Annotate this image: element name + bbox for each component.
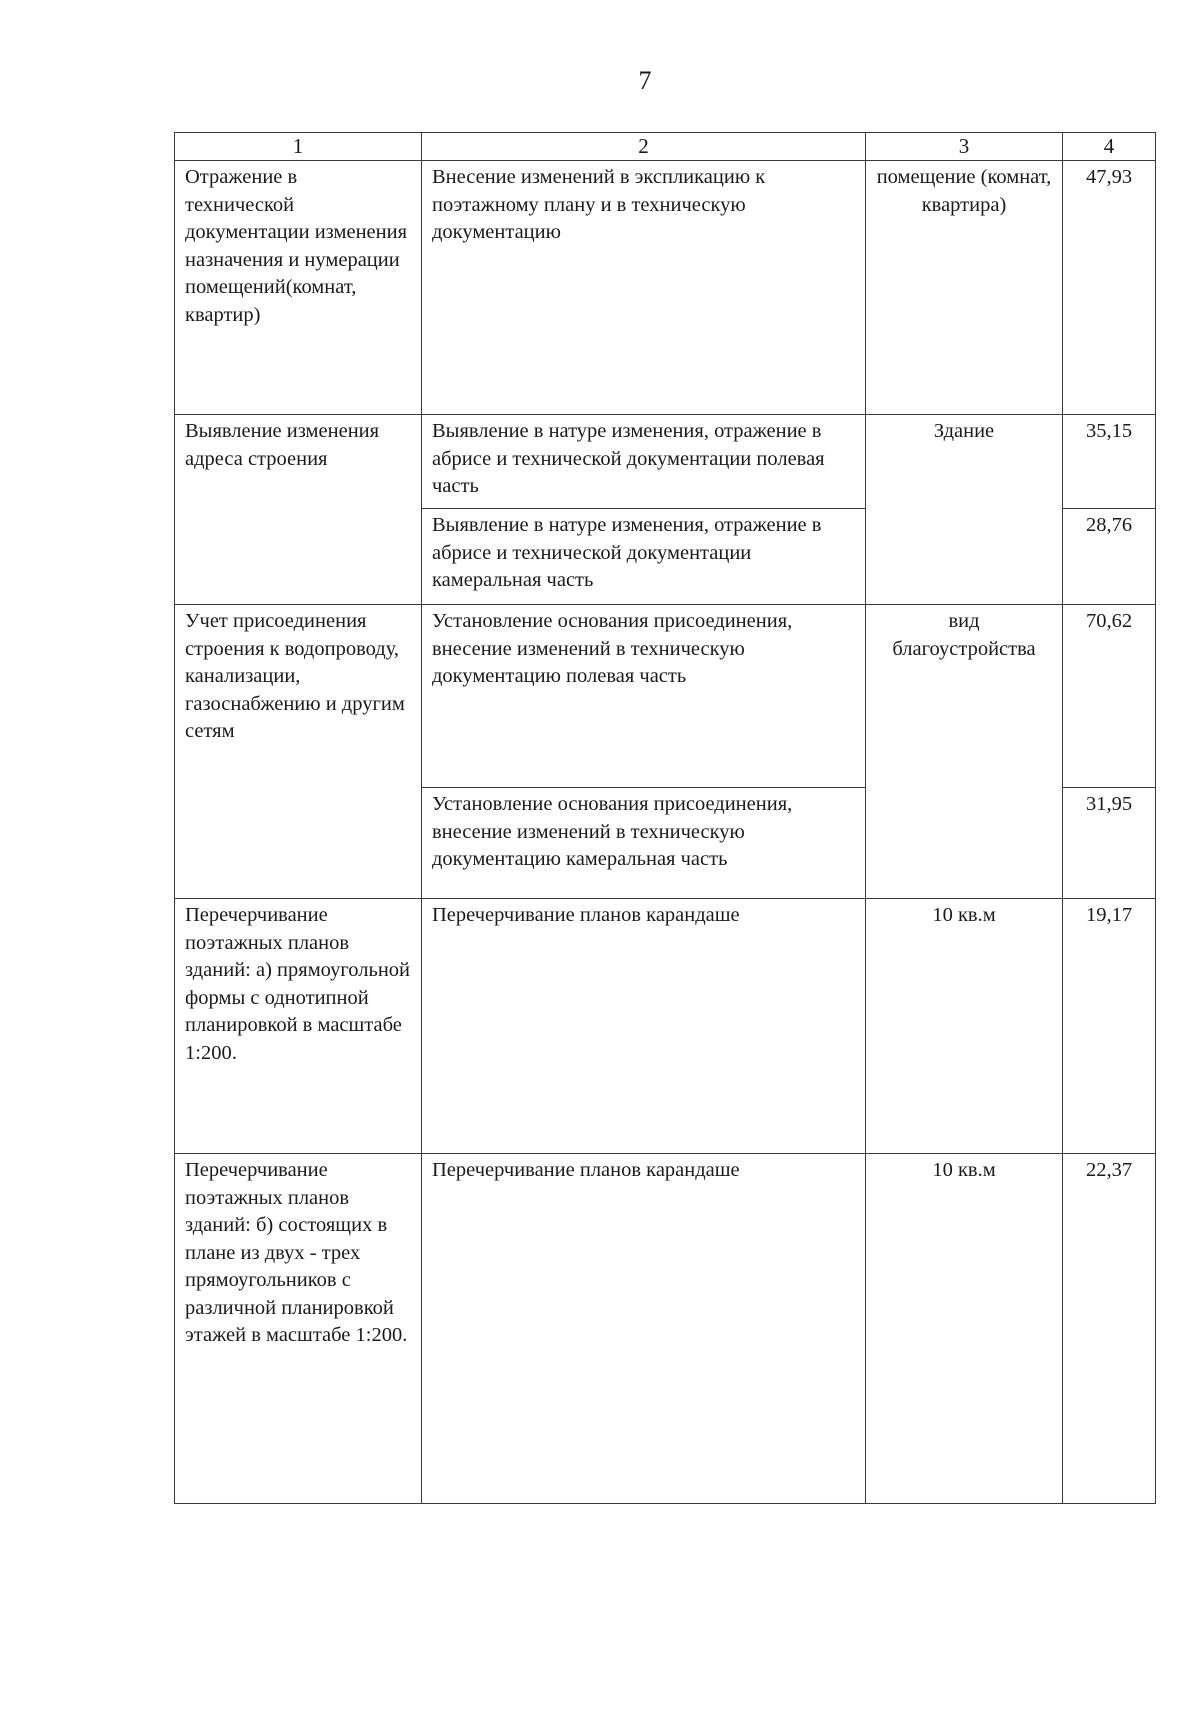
tariff-table	[174, 132, 1156, 1504]
work-type-cell: Перечерчивание поэтажных планов зданий: а) прямоугольной формы с однотипной планировкой в масштабе 1:200.	[175, 899, 422, 1154]
table-row	[175, 1154, 1156, 1504]
work-description-cell: Установление основания присоединения, внесение изменений в техническую документацию полевая часть	[422, 605, 866, 788]
work-type-cell: Отражение в технической документации изменения назначения и нумерации помещений(комнат, квартир)	[175, 161, 422, 415]
table-row	[175, 605, 1156, 788]
price-cell: 22,37	[1063, 1154, 1156, 1504]
work-description-cell: Выявление в натуре изменения, отражение в абрисе и технической документации полевая часть	[422, 415, 866, 509]
table-row	[175, 161, 1156, 415]
table-row	[175, 415, 1156, 509]
price-cell: 47,93	[1063, 161, 1156, 415]
header-cell-2: 2	[422, 133, 866, 161]
work-description-cell: Установление основания присоединения, внесение изменений в техническую документацию камеральная часть	[422, 788, 866, 899]
work-type-cell: Учет присоединения строения к водопроводу, канализации, газоснабжению и другим сетям	[175, 605, 422, 899]
unit-cell: помещение (комнат, квартира)	[866, 161, 1063, 415]
price-cell: 31,95	[1063, 788, 1156, 899]
unit-cell: Здание	[866, 415, 1063, 605]
price-cell: 19,17	[1063, 899, 1156, 1154]
unit-cell: 10 кв.м	[866, 1154, 1063, 1504]
table-header-row	[175, 133, 1156, 161]
work-description-cell: Внесение изменений в экспликацию к поэтажному плану и в техническую документацию	[422, 161, 866, 415]
unit-cell: вид благоустройства	[866, 605, 1063, 899]
table-row	[175, 899, 1156, 1154]
header-cell-4: 4	[1063, 133, 1156, 161]
work-description-cell: Перечерчивание планов карандаше	[422, 1154, 866, 1504]
page-number: 7	[638, 66, 652, 95]
price-cell: 28,76	[1063, 509, 1156, 605]
work-description-cell: Перечерчивание планов карандаше	[422, 899, 866, 1154]
header-cell-3: 3	[866, 133, 1063, 161]
price-cell: 70,62	[1063, 605, 1156, 788]
work-description-cell: Выявление в натуре изменения, отражение в абрисе и технической документации камеральная часть	[422, 509, 866, 605]
work-type-cell: Выявление изменения адреса строения	[175, 415, 422, 605]
header-cell-1: 1	[175, 133, 422, 161]
unit-cell: 10 кв.м	[866, 899, 1063, 1154]
work-type-cell: Перечерчивание поэтажных планов зданий: б) состоящих в плане из двух - трех прямоугольников с различной планировкой этажей в масштабе 1:200.	[175, 1154, 422, 1504]
price-cell: 35,15	[1063, 415, 1156, 509]
